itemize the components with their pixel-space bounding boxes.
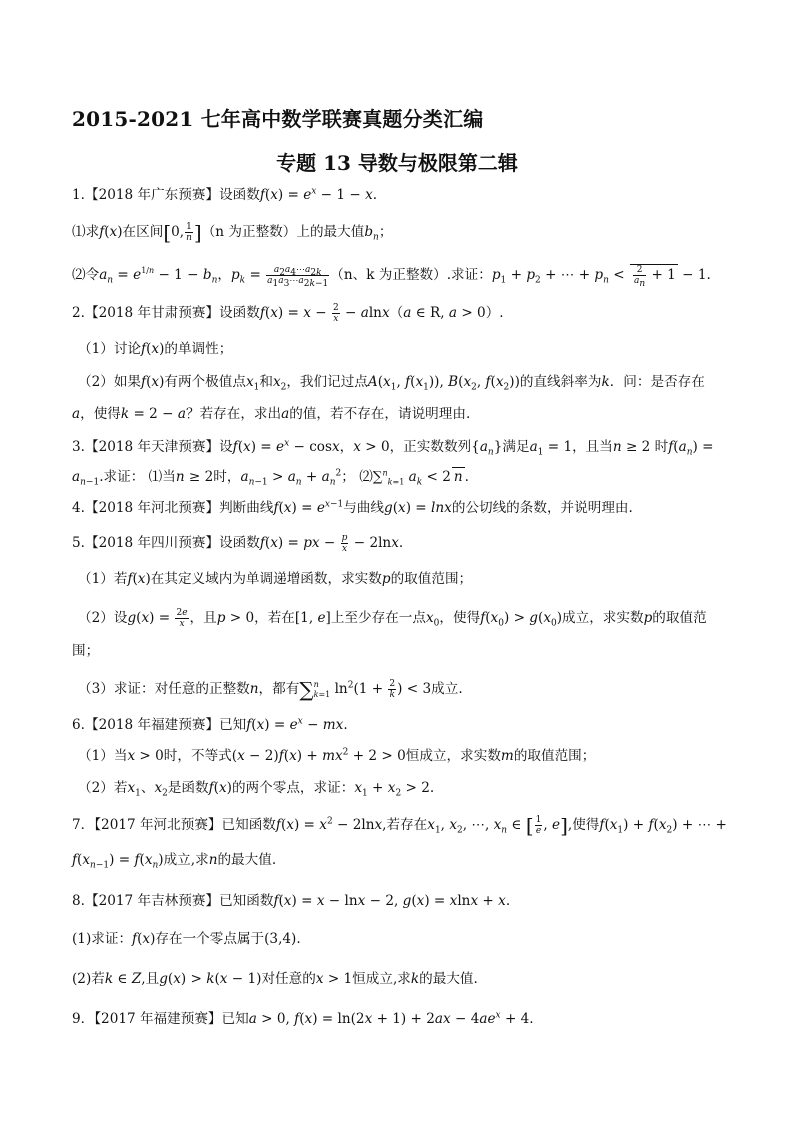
problem-5-part-2: （2）设g(x) = $\frac{2e}{x}$ ，且p > 0，若在[1, e]上至少存在一点$x_0$，使得$f(x_0) > g(x_0)$成立，求实数p的取值范 [78,608,707,629]
problem-1-text: 设函数$f(x) = e^x - 1 - x$. [219,186,378,203]
problem-9-source: 【2017 年福建预赛】 [94,1011,222,1027]
problem-1-part-1: ⑴求f(x)在区间[0, $\frac{1}{n}$ ]（n 为正整数）上的最大值$b_n$； [72,220,393,245]
problem-6-part-1: （1）当x > 0时，不等式$(x - 2)f(x) + mx^2 + 2 > 0$恒成立，求实数m的取值范围； [78,747,596,764]
problem-7-source: 【2017 年河北预赛】 [94,817,222,833]
problem-3-source: 【2018 年天津预赛】 [84,439,220,455]
problem-3-stem [72,438,714,456]
problem-8-part-1: (1)求证：f(x)存在一个零点属于(3,4). [72,931,301,947]
problem-3-text: 设$f(x) = e^x - \cos x$，x > 0，正实数数列$\{a_n\}$满足$a_1 = 1$，且当n ≥ 2 时$f(a_n)$ = [219,438,714,458]
problem-5-text: 设函数f(x) = px − $\frac{p}{x}$ − 2lnx. [219,533,404,554]
problem-5-source: 【2018 年四川预赛】 [84,535,220,551]
problem-2-stem [72,303,504,324]
problem-2-source: 【2018 年甘肃预赛】 [84,305,220,321]
document-title: 2015-2021 七年高中数学联赛真题分类汇编 [72,107,484,131]
problem-3-part: $a_{n-1}$.求证： ⑴当n ≥ 2时，$a_{n-1} > a_n + a_n^2$； ⑵∑$^n_{k=1}$ $a_k < 2$ n . [72,468,469,488]
problem-4-stem [72,499,633,517]
problem-7-text: 已知函数$f(x) = x^2 - 2\ln x$,若存在$x_1$, $x_2$, ⋯, $x_n$ ∈ [ $\frac{1}{e}$ , e],使得$f(x_1) + f(x_2)$ + ⋯ + [221,813,727,838]
problem-5-part-3: （3）求证：对任意的正整数n，都有∑ n k=1 $\ln^2(1$ + $\frac{2}{k}$ ) < 3成立. [78,677,463,702]
problem-6-source: 【2018 年福建预赛】 [84,717,220,733]
problem-9-stem [72,1010,534,1028]
problem-7-number: 7． [72,817,95,833]
problem-8-text: 已知函数f(x) = x − lnx − 2, g(x) = xlnx + x. [219,893,511,909]
document-subtitle: 专题 13 导数与极限第二辑 [276,151,518,175]
problem-9-text: 已知a > 0, $f(x) = \ln(2x + 1) + 2ax - 4ae^x + 4$. [221,1010,534,1027]
problem-2-text: 设函数f(x) = x − $\frac{2}{x}$ − alnx（a ∈ R, a > 0）. [219,303,504,324]
problem-6-part-2: （2）若$x_1$、$x_2$是函数f(x)的两个零点，求证：$x_1 + x_2 > 2$. [78,780,435,799]
problem-8-number: 8. [72,893,85,909]
problem-2-part-1: （1）讨论f(x)的单调性； [78,341,233,357]
problem-5-part-1: （1）若f(x)在其定义域内为单调递增函数，求实数p的取值范围； [78,571,473,587]
problem-2-part-2-cont: a，使得k = 2 − a？若存在，求出a的值，若不存在，请说明理由. [72,406,471,422]
problem-4-text: 判断曲线$f(x) = e^{x-1}$与曲线g(x) = lnx的公切线的条数，并说明理由. [219,499,633,516]
problem-2-part-2: （2）如果f(x)有两个极值点$x_1$和$x_2$，我们记过点$A(x_1$, $f(x_1)$), $B(x_2$, $f(x_2)$)的直线斜率为k．问：是否存在 [78,374,705,393]
problem-8-stem [72,892,510,910]
problem-7-part: $f(x_{n-1}) = f(x_n)$成立,求n的最大值. [72,852,277,871]
problem-5-stem [72,533,403,554]
problem-7-stem [72,815,727,836]
problem-1-source: 【2018 年广东预赛】 [84,187,220,203]
problem-6-stem [72,716,348,734]
problem-8-source: 【2017 年吉林预赛】 [84,893,220,909]
problem-2-number: 2. [72,305,85,321]
problem-4-number: 4. [72,500,85,516]
problem-5-part-2-cont: 围； [72,643,100,659]
problem-4-source: 【2018 年河北预赛】 [84,500,220,516]
problem-3-number: 3. [72,439,85,455]
problem-9-number: 9． [72,1011,95,1027]
problem-6-number: 6. [72,717,85,733]
problem-6-text: 已知$f(x) = e^x$ − mx. [219,716,348,733]
problem-5-number: 5. [72,535,85,551]
problem-1-stem [72,186,377,204]
problem-8-part-2: (2)若k ∈ Z,且g(x) > k(x − 1)对任意的x > 1恒成立,求k的最大值. [72,971,478,987]
problem-1-number: 1. [72,187,85,203]
problem-1-part-2: ⑵令$a_n = e^{1/n} - 1 - b_n$，$p_k$ = $\frac{a_2a_4\cdots a_{2k}}{a_1a_3\cdots a_{2k-1}}$ （n、k 为正整数）.求证：$p_1 + p_2$ + ⋯ + $p_n$ < $\frac{2}{a_n}$ + 1 − 1. [72,265,711,289]
